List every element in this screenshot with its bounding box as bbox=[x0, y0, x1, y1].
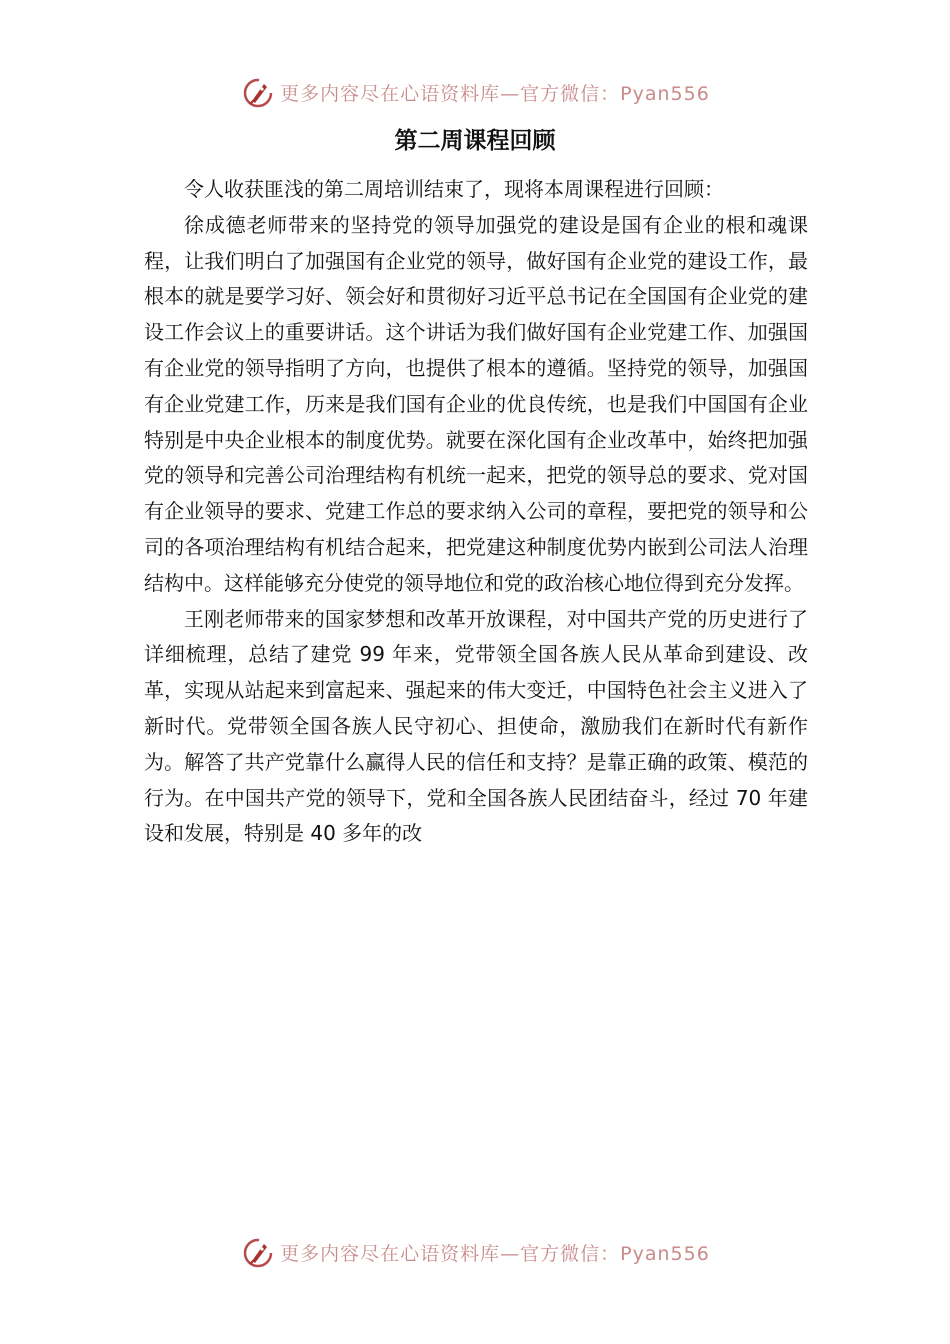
header-banner bbox=[0, 72, 950, 112]
footer-banner-text bbox=[280, 1239, 710, 1266]
header-wechat-id: Pyan556 bbox=[620, 82, 710, 105]
paragraph-xu-course: 徐成德老师带来的坚持党的领导加强党的建设是国有企业的根和魂课程，让我们明白了加强国有企业党的领导，做好国有企业党的建设工作，最根本的就是要学习好、领会好和贯彻好习近平总书记在全国国有企业党的建设工作会议上的重要讲话。这个讲话为我们做好国有企业党建工作、加强国有企业党的领导指明了方向，也提供了根本的遵循。坚持党的领导，加强国有企业党建工作，历来是我们国有企业的优良传统，也是我们中国国有企业特别是中央企业根本的制度优势。就要在深化国有企业改革中，始终把加强党的领导和完善公司治理结构有机统一起来，把党的领导总的要求、党对国有企业领导的要求、党建工作总的要求纳入公司的章程，要把党的领导和公司的各项治理结构有机结合起来，把党建这种制度优势内嵌到公司法人治理结构中。这样能够充分使党的领导地位和党的政治核心地位得到充分发挥。 bbox=[144, 212, 808, 595]
paragraph-intro: 令人收获匪浅的第二周培训结束了，现将本周课程进行回顾： bbox=[184, 177, 724, 201]
document-title: 第二周课程回顾 bbox=[394, 127, 556, 154]
document-body bbox=[144, 172, 808, 852]
pen-nib-logo-icon bbox=[240, 74, 276, 110]
footer-wechat-id: Pyan556 bbox=[620, 1242, 710, 1265]
footer-banner-label: 更多内容尽在心语资料库—官方微信： bbox=[280, 1242, 621, 1265]
paragraph-wang-course: 王刚老师带来的国家梦想和改革开放课程，对中国共产党的历史进行了详细梳理，总结了建党 99 年来，党带领全国各族人民从革命到建设、改革，实现从站起来到富起来、强起来的伟大变迁，中国特色社会主义进入了新时代。党带领全国各族人民守初心、担使命，激励我们在新时代有新作为。解答了共产党靠什么赢得人民的信任和支持？是靠正确的政策、模范的行为。在中国共产党的领导下，党和全国各族人民团结奋斗，经过 70 年建设和发展，特别是 40 多年的改 bbox=[144, 606, 808, 846]
header-banner-text bbox=[280, 79, 710, 106]
footer-banner bbox=[0, 1232, 950, 1272]
pen-nib-logo-icon bbox=[240, 1234, 276, 1270]
header-banner-label: 更多内容尽在心语资料库—官方微信： bbox=[280, 82, 621, 105]
